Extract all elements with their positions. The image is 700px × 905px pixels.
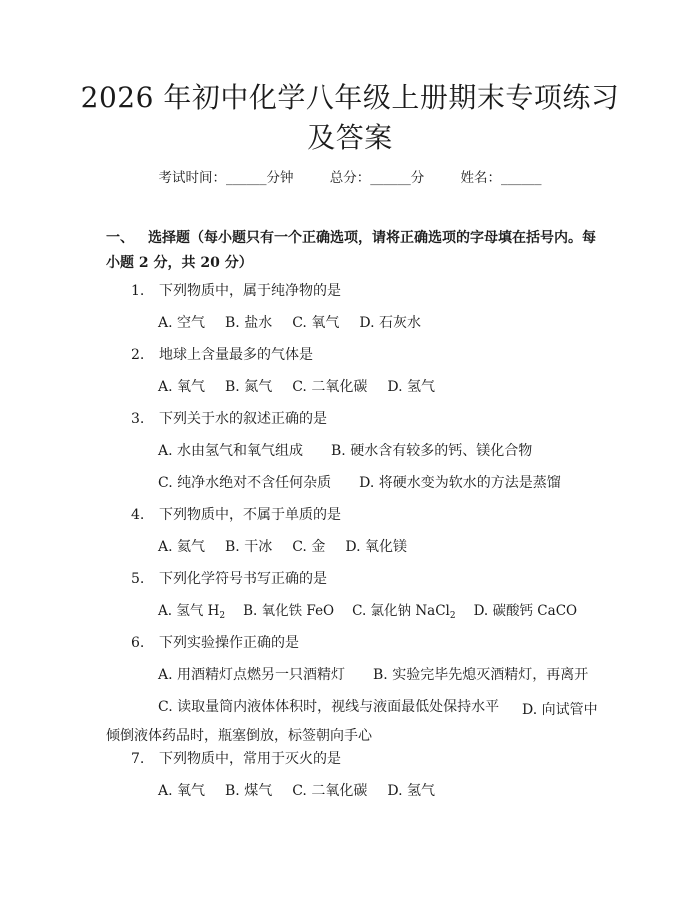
option-c: C. 氧气 bbox=[292, 315, 340, 331]
section-text: 选择题（每小题只有一个正确选项，请将正确选项的字母填在括号内。每小题 2 分，共 20 分） bbox=[106, 230, 596, 271]
question-3-options-row2 bbox=[158, 473, 561, 493]
question-number: 5. bbox=[131, 571, 145, 587]
question-stem: 下列化学符号书写正确的是 bbox=[159, 571, 327, 587]
question-number: 3. bbox=[131, 411, 145, 427]
question-number: 6. bbox=[131, 635, 145, 651]
question-stem: 下列关于水的叙述正确的是 bbox=[159, 411, 327, 427]
option-d: D. 将硬水变为软水的方法是蒸馏 bbox=[359, 475, 561, 491]
option-b: B. 硬水含有较多的钙、镁化合物 bbox=[331, 443, 533, 459]
option-b: B. 盐水 bbox=[225, 315, 273, 331]
question-number: 7. bbox=[131, 751, 145, 767]
question-1-options bbox=[158, 313, 421, 333]
question-number: 2. bbox=[131, 347, 145, 363]
question-3-options-row1 bbox=[158, 441, 532, 461]
subscript: 2 bbox=[219, 611, 226, 621]
question-4-options bbox=[158, 537, 407, 557]
exam-time: 考试时间：______分钟 bbox=[158, 170, 294, 186]
exam-score: 总分：______分 bbox=[329, 170, 425, 186]
exam-info bbox=[0, 168, 700, 188]
option-d: D. 氢气 bbox=[387, 379, 435, 395]
question-2-options bbox=[158, 377, 435, 397]
option-a: A. 用酒精灯点燃另一只酒精灯 bbox=[158, 667, 346, 683]
option-b: B. 实验完毕先熄灭酒精灯，再离开 bbox=[373, 667, 589, 683]
option-c: C. 二氧化碳 bbox=[292, 783, 368, 799]
subscript: 2 bbox=[449, 611, 456, 621]
question-stem: 地球上含量最多的气体是 bbox=[159, 347, 313, 363]
option-a: A. 氢气 $H_2$ bbox=[158, 603, 226, 621]
option-a: A. 空气 bbox=[158, 315, 206, 331]
option-a: A. 水由氢气和氧气组成 bbox=[158, 443, 304, 459]
option-d: D. 碳酸钙 CaCO bbox=[473, 603, 578, 619]
question-5 bbox=[131, 569, 327, 589]
option-b: B. 干冰 bbox=[225, 539, 273, 555]
option-a: A. 氦气 bbox=[158, 539, 206, 555]
question-3 bbox=[131, 409, 327, 429]
option-d-block bbox=[106, 697, 601, 749]
question-7-options bbox=[158, 781, 435, 801]
question-stem: 下列物质中，不属于单质的是 bbox=[159, 507, 341, 523]
option-c: C. 纯净水绝对不含任何杂质 bbox=[158, 475, 332, 491]
section-number: 一、 bbox=[106, 230, 134, 246]
question-5-options bbox=[158, 601, 577, 621]
question-7 bbox=[131, 749, 341, 769]
option-d: D. 氧化镁 bbox=[345, 539, 407, 555]
option-d: D. 氢气 bbox=[387, 783, 435, 799]
exam-name: 姓名：______ bbox=[460, 170, 542, 186]
page-title: 2026 年初中化学八年级上册期末专项练习及答案 bbox=[80, 81, 620, 154]
question-stem: 下列实验操作正确的是 bbox=[159, 635, 299, 651]
question-stem: 下列物质中，常用于灭火的是 bbox=[159, 751, 341, 767]
question-6-options-row1 bbox=[158, 665, 588, 685]
option-b: B. 煤气 bbox=[225, 783, 273, 799]
option-b: B. 氮气 bbox=[225, 379, 273, 395]
option-c: C. 金 bbox=[292, 539, 326, 555]
option-c: C. 读取量筒内液体体积时，视线与液面最低处保持水平 bbox=[158, 699, 500, 715]
question-stem: 下列物质中，属于纯净物的是 bbox=[159, 283, 341, 299]
question-4 bbox=[131, 505, 341, 525]
option-a: A. 氧气 bbox=[158, 379, 206, 395]
option-c: C. 氯化钠 NaCl$_2$ bbox=[352, 603, 456, 621]
question-2 bbox=[131, 345, 313, 365]
option-d: D. 向试管中倾倒液体药品时，瓶塞倒放，标签朝向手心 bbox=[106, 702, 598, 744]
question-1 bbox=[131, 281, 341, 301]
option-c: C. 二氧化碳 bbox=[292, 379, 368, 395]
section-heading bbox=[106, 226, 601, 276]
question-6 bbox=[131, 633, 299, 653]
option-d: D. 石灰水 bbox=[359, 315, 421, 331]
question-number: 1. bbox=[131, 283, 145, 299]
option-a: A. 氧气 bbox=[158, 783, 206, 799]
question-number: 4. bbox=[131, 507, 145, 523]
option-b: B. 氧化铁 FeO bbox=[243, 603, 335, 619]
